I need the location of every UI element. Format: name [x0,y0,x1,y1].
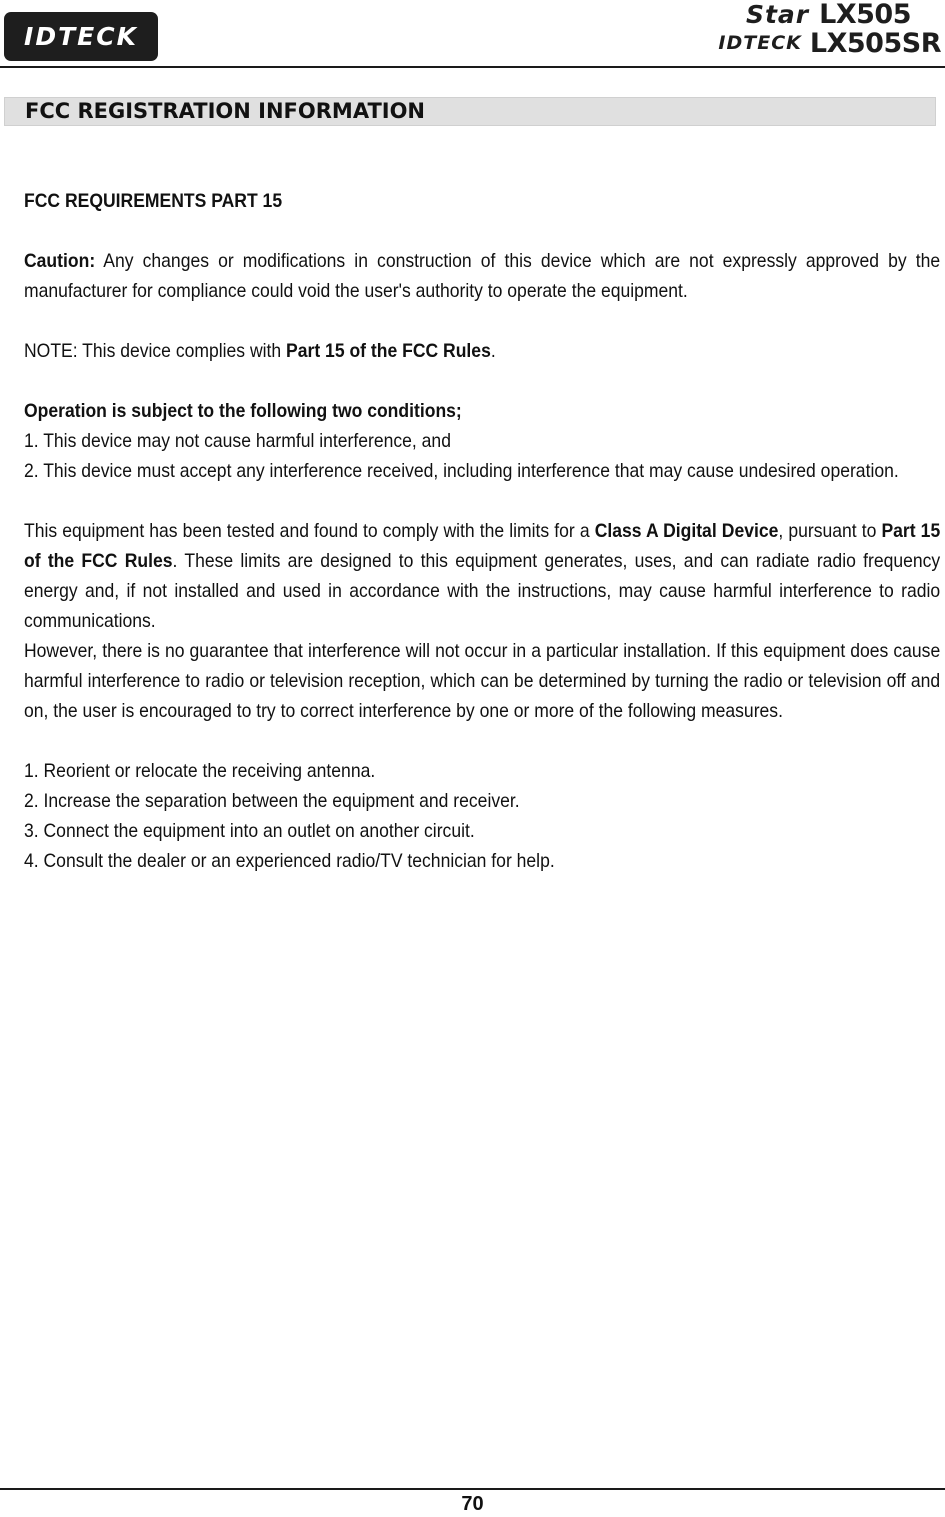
model-block [681,0,941,60]
conditions-heading: Operation is subject to the following two conditions; [24,400,462,422]
note-paragraph: NOTE: This device complies with Part 15 of the FCC Rules. [24,340,496,362]
condition-item: 1. This device may not cause harmful interference, and [24,430,451,452]
idteck-logo [4,12,158,61]
page-number: 70 [461,1493,484,1515]
model-name-2: LX505SR [809,27,941,59]
measure-item: 2. Increase the separation between the equipment and receiver. [24,790,520,812]
page-header [0,0,945,66]
measure-item: 3. Connect the equipment into an outlet on another circuit. [24,820,475,842]
condition-item: 2. This device must accept any interference received, including interference that may cause undesired operation. [24,460,899,482]
measure-item: 4. Consult the dealer or an experienced radio/TV technician for help. [24,850,555,872]
header-rule [0,66,945,68]
logo-text: IDTECK [24,22,138,51]
document-body [24,186,940,876]
fcc-heading: FCC REQUIREMENTS PART 15 [24,190,283,212]
model-line-2 [718,28,941,58]
idteck-brand-logo: IDTECK [718,32,802,54]
model-name-1: LX505 [819,0,911,30]
caution-label: Caution: [24,250,96,272]
caution-text: Any changes or modifications in construction of this device which are not expressly approved by the manufacturer for compliance could void the user's authority to operate the equipment. [24,250,941,302]
however-paragraph: However, there is no guarantee that interference will not occur in a particular installation. If this equipment does cause harmful interference to radio or television reception, which can be determined by turning the radio or television off and on, the user is encouraged to try to correct interference by one or more of the following measures. [24,640,941,722]
model-line-1 [746,0,911,28]
section-title: FCC REGISTRATION INFORMATION [25,99,426,123]
star-brand-logo: Star [745,0,810,29]
compliance-paragraph: This equipment has been tested and found to comply with the limits for a Class A Digital Device, pursuant to Part 15 of the FCC Rules. These limits are designed to this equipment generates, uses, and can radiate radio frequency energy and, if not installed and used in accordance with the instructions, may cause harmful interference to radio communications. [24,520,941,632]
measure-item: 1. Reorient or relocate the receiving antenna. [24,760,376,782]
section-title-bar [4,97,936,126]
caution-paragraph [24,246,940,306]
footer-rule [0,1488,945,1490]
